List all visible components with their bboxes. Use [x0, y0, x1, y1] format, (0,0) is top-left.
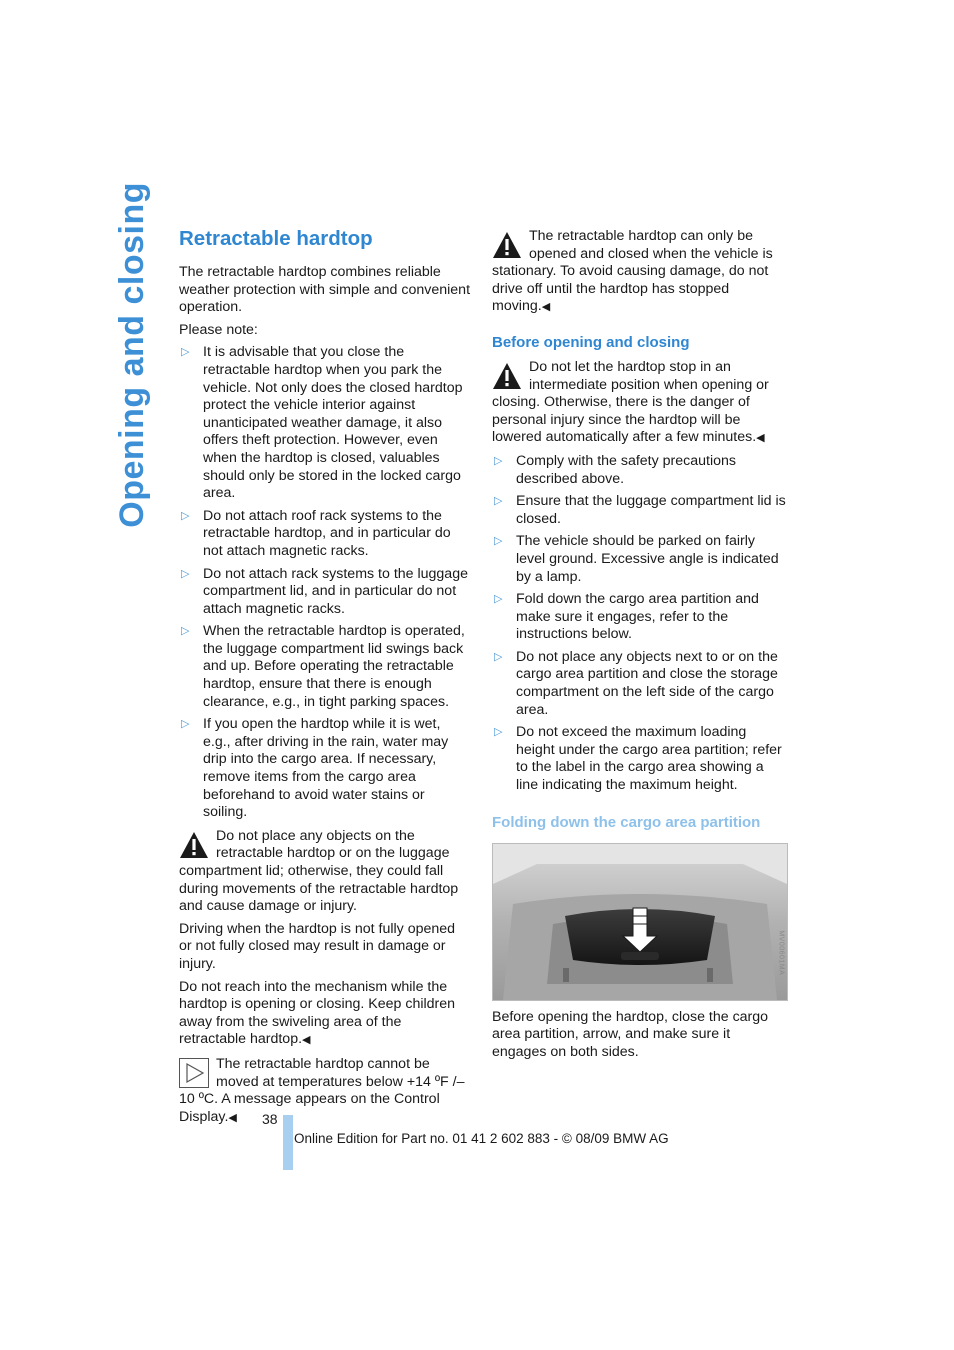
list-item: ▷ If you open the hardtop while it is wet, e.g., after driving in the rain, water may drip into the cargo area. If necessary, remove items from the cargo area beforehand to avoid water stains or soiling.	[181, 716, 449, 821]
intro-paragraph: The retractable hardtop combines reliable weather protection with simple and convenient operation.	[179, 264, 471, 316]
warning-triangle-icon	[179, 830, 209, 860]
left-bullet-list	[179, 344, 471, 821]
end-mark: ◀	[302, 1034, 311, 1047]
bullet-triangle-icon: ▷	[494, 593, 503, 606]
list-item: ▷ It is advisable that you close the retractable hardtop when you park the vehicle. Not only does the closed hardtop protect the vehicle interior against unanticipated weather damage, it also offers theft protection. However, even when the hardtop is closed, valuables should only be stored in the locked cargo area.	[181, 344, 463, 502]
warning-notice-top	[492, 228, 786, 317]
warning-text: Do not place any objects on the retractable hardtop or on the luggage compartment lid; otherwise, they could fall during movements of the retractable hardtop and cause damage or injury.	[179, 827, 459, 915]
page-number: 38	[262, 1111, 278, 1127]
bullet-triangle-icon: ▷	[494, 650, 503, 663]
end-mark: ◀	[541, 301, 551, 314]
note-arrow-icon	[179, 1058, 209, 1088]
bullet-triangle-icon: ▷	[181, 346, 190, 359]
warning-triangle-icon	[492, 230, 522, 260]
cargo-area-photo	[492, 843, 788, 1001]
bullet-triangle-icon: ▷	[494, 535, 503, 548]
list-item: ▷ Ensure that the luggage compartment lid is closed.	[494, 493, 786, 527]
list-item: ▷ Comply with the safety precautions described above.	[494, 452, 737, 487]
warning-text-3: Do not reach into the mechanism while the hardtop is opening or closing. Keep children away from the swiveling area of the retractable hardtop.◀	[179, 978, 456, 1048]
warning-notice	[179, 828, 471, 1050]
bullet-triangle-icon: ▷	[181, 509, 190, 522]
list-item: ▷ Do not attach roof rack systems to the retractable hardtop, and in particular do not attach magnetic racks.	[181, 507, 451, 559]
list-item: ▷ When the retractable hardtop is operated, the luggage compartment lid swings back and up. Before operating the retractable hardtop, ensure that there is enough clearance, e.g., in tight parking spaces.	[181, 623, 465, 710]
right-bullet-list	[492, 453, 786, 795]
bullet-triangle-icon: ▷	[494, 726, 503, 739]
photo-code: MV00601MA	[777, 929, 785, 975]
note-text: The retractable hardtop cannot be moved at temperatures below +14 ºF /–10 ºC. A message appears on the Control Display.◀	[179, 1055, 465, 1125]
info-notice	[179, 1056, 471, 1127]
footer-accent-bar	[283, 1115, 293, 1170]
bullet-triangle-icon: ▷	[181, 625, 190, 638]
subheading-folding-partition: Folding down the cargo area partition	[492, 813, 761, 831]
bullet-triangle-icon: ▷	[494, 454, 503, 467]
right-column	[492, 228, 786, 1066]
bullet-triangle-icon: ▷	[181, 567, 190, 580]
section-title: Retractable hardtop	[179, 227, 373, 250]
left-column	[179, 226, 471, 1132]
end-mark: ◀	[756, 432, 765, 445]
please-note: Please note:	[179, 321, 258, 338]
section-heading-before-opening: Before opening and closing	[492, 333, 690, 351]
list-item: ▷ Fold down the cargo area partition and make sure it engages, refer to the instructions below.	[494, 591, 759, 643]
side-chapter-title-text: Opening and closing	[112, 182, 151, 528]
footer-edition-text: Online Edition for Part no. 01 41 2 602 883 - © 08/09 BMW AG	[294, 1131, 669, 1146]
list-item: ▷ Do not attach rack systems to the luggage compartment lid, and in particular do not attach magnetic racks.	[181, 565, 468, 617]
warning-text: Do not let the hardtop stop in an intermediate position when opening or closing. Otherwise, there is the danger of personal injury since the hardtop will be lowered automatically after a few minutes.◀	[492, 358, 769, 446]
end-mark: ◀	[228, 1111, 237, 1124]
warning-text-2: Driving when the hardtop is not fully opened or not fully closed may result in damage or injury.	[179, 920, 456, 972]
bullet-triangle-icon: ▷	[494, 495, 503, 508]
bullet-triangle-icon: ▷	[181, 718, 190, 731]
list-item: ▷ The vehicle should be parked on fairly level ground. Excessive angle is indicated by a lamp.	[494, 533, 779, 585]
side-chapter-title	[110, 182, 154, 528]
cargo-area-illustration	[493, 844, 787, 1000]
photo-caption: Before opening the hardtop, close the cargo area partition, arrow, and make sure it engages on both sides.	[492, 1008, 769, 1060]
list-item: ▷ Do not exceed the maximum loading height under the cargo area partition; refer to the label in the cargo area showing a line indicating the maximum height.	[494, 724, 782, 794]
list-item: ▷ Do not place any objects next to or on the cargo area partition and close the storage compartment on the left side of the cargo area.	[494, 648, 778, 718]
warning-notice-section	[492, 359, 786, 448]
warning-text: The retractable hardtop can only be opened and closed when the vehicle is stationary. To avoid causing damage, do not drive off until the hardtop has stopped moving.◀	[492, 228, 773, 315]
warning-triangle-icon	[492, 361, 522, 391]
